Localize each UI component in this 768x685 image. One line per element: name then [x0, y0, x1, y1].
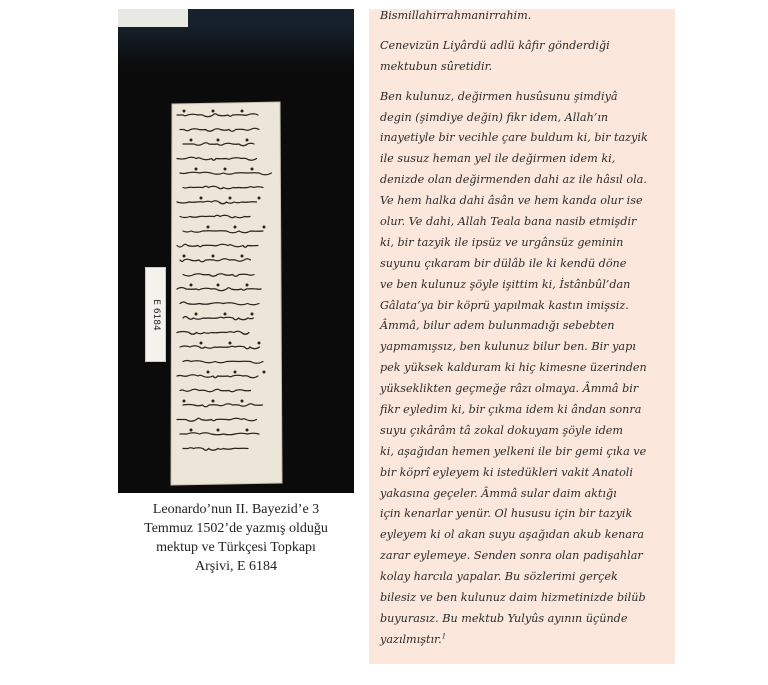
body-line: buyurasız. Bu mektub Yulyûs ayının üçünde	[380, 611, 628, 625]
manuscript-dot	[190, 429, 192, 431]
manuscript-dot	[200, 197, 202, 199]
body-line: fikr eyledim ki, bir çıkma idem ki ândan sonra	[380, 403, 642, 417]
translation-body	[380, 87, 672, 630]
translation-text	[380, 6, 672, 651]
manuscript-dot	[251, 313, 253, 315]
manuscript-dot	[200, 342, 202, 344]
body-line: inayetiyle bir vecihle çare buldum ki, bir tazyik	[380, 131, 648, 145]
manuscript-dot	[263, 226, 265, 228]
intro-line: Cenevizün Liyârdü adlü kâfir gönderdiği	[380, 38, 610, 52]
body-line: Gâlata’ya bir köprü yapılmak kastın imişsiz.	[380, 298, 629, 312]
body-line: degin (şimdiye değin) fikr idem, Allah’ın	[380, 110, 609, 124]
body-line: kolay harcıla yapalar. Bu sözlerimi gerçek	[380, 570, 618, 584]
body-line: bir köprî eyleyem ki istedükleri vakit Anatoli	[380, 465, 633, 479]
manuscript-dot	[190, 139, 192, 141]
manuscript-dot	[217, 284, 219, 286]
body-line: ile susuz heman yel ile değirmen idem ki,	[380, 152, 616, 166]
last-line-text: yazılmıştır.	[380, 632, 442, 646]
manuscript-photo	[118, 9, 354, 493]
figure-caption	[118, 500, 354, 576]
manuscript-dot	[207, 371, 209, 373]
manuscript-dot	[212, 400, 214, 402]
manuscript-dot	[234, 371, 236, 373]
last-line	[380, 630, 672, 651]
archive-tag	[145, 267, 166, 362]
manuscript-dot	[217, 139, 219, 141]
manuscript-dot	[229, 197, 231, 199]
manuscript-page	[169, 101, 283, 486]
body-line: Ben kulunuz, değirmen husûsunu şimdiyâ	[380, 89, 618, 103]
body-line: suyu çıkârâm tâ zokal dokuyam şöyle idem	[380, 423, 623, 437]
photo-scan-edge	[118, 27, 354, 67]
manuscript-dot	[246, 139, 248, 141]
manuscript-dot	[241, 255, 243, 257]
body-line: yapmamışsız, ben kulunuz bilur ben. Bir yapı	[380, 340, 636, 354]
manuscript-dot	[183, 110, 185, 112]
footnote-mark: 1	[441, 632, 447, 641]
manuscript-dot	[212, 255, 214, 257]
manuscript-dot	[195, 313, 197, 315]
body-line: eyleyem ki ol akan suyu aşağıdan akub kenara	[380, 528, 645, 542]
manuscript-dot	[258, 342, 260, 344]
manuscript-dot	[224, 168, 226, 170]
manuscript-dot	[229, 342, 231, 344]
manuscript-dot	[183, 255, 185, 257]
body-line: zarar eylemeye. Senden sonra olan padişahlar	[380, 549, 643, 563]
manuscript-dot	[217, 429, 219, 431]
manuscript-dot	[263, 371, 265, 373]
manuscript-dot	[183, 400, 185, 402]
body-line: Ve hem halka dahi âsân ve hem kanda olur ise	[380, 194, 643, 208]
manuscript-dot	[234, 226, 236, 228]
body-line: ki, bir tazyik ile ipsüz ve urgânsüz geminin	[380, 235, 624, 249]
intro-line: mektubun sûretidir.	[380, 59, 493, 73]
body-line: yakasına geçeler. Âmmâ sular daim aktığı	[380, 486, 617, 500]
manuscript-dot	[212, 110, 214, 112]
manuscript-dot	[251, 168, 253, 170]
caption-line: Temmuz 1502’de yazmış olduğu	[144, 521, 328, 536]
manuscript-dot	[224, 313, 226, 315]
body-line: pek yüksek kalduram ki hiç kimesne üzerinden	[380, 361, 647, 375]
manuscript-dot	[241, 400, 243, 402]
manuscript-dot	[246, 429, 248, 431]
caption-line: mektup ve Türkçesi Topkapı	[156, 540, 316, 555]
caption-line: Arşivi, E 6184	[194, 559, 278, 574]
manuscript-dot	[190, 284, 192, 286]
translation-header: Bismillahirrahmanirrahim.	[380, 9, 532, 22]
body-line: için kenarlar yenür. Ol hususu için bir tazyik	[380, 507, 633, 521]
caption-line: Leonardo’nun II. Bayezid’e 3	[152, 502, 320, 517]
manuscript-dot	[246, 284, 248, 286]
body-line: olur. Ve dahi, Allah Teala bana nasib etmişdir	[380, 215, 637, 229]
body-line: denizde olan değirmenden dahi az ile hâsıl ola.	[380, 173, 647, 187]
body-line: bilesiz ve ben kulunuz daim hizmetinizde bilüb	[380, 591, 646, 605]
body-line: yükseklikten geçmeğe râzı olmaya. Âmmâ bir	[380, 382, 639, 396]
body-line: Âmmâ, bilur adem bulunmadığı sebebten	[380, 319, 615, 333]
photo-corner-patch	[118, 9, 188, 27]
manuscript-dot	[258, 197, 260, 199]
body-line: ve ben kulunuz şöyle işittim ki, İstânbûl’dan	[380, 277, 631, 291]
body-line: ki, aşağıdan hemen yelkeni ile bir gemi çıka ve	[380, 444, 647, 458]
manuscript-dot	[241, 110, 243, 112]
manuscript-dot	[195, 168, 197, 170]
body-line: suyunu çıkaram bir dülâb ile ki kendü döne	[380, 256, 627, 270]
manuscript-dot	[207, 226, 209, 228]
archive-tag-label: E 6184	[150, 298, 161, 331]
